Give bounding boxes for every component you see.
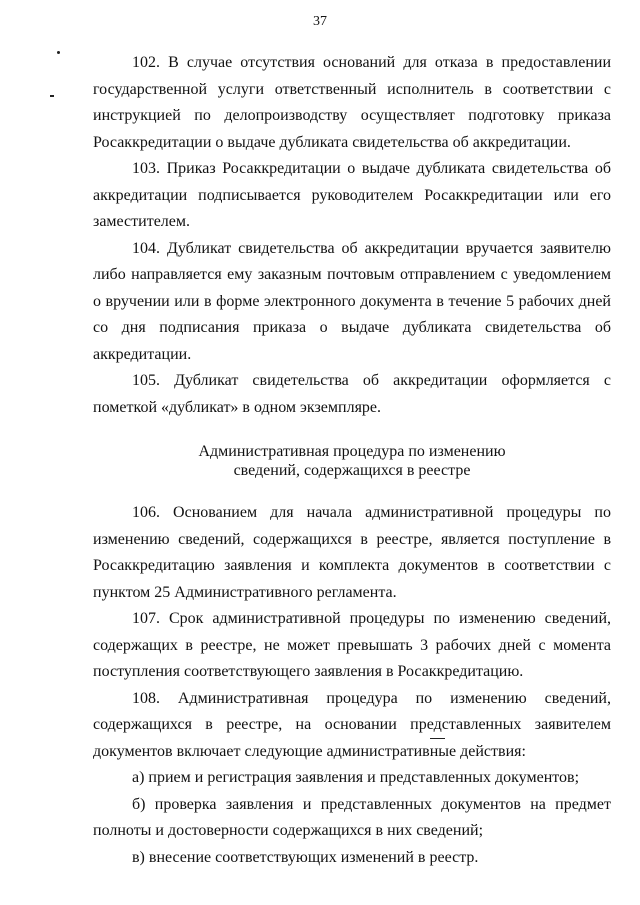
paragraph-103: 103. Приказ Росаккредитации о выдаче дубликата свидетельства об аккредитации подписывается руководителем Росаккредитации или его заместителем. xyxy=(93,160,611,230)
document-body xyxy=(93,50,611,871)
section-heading-line2: сведений, содержащихся в реестре xyxy=(233,462,471,479)
paragraph-107: 107. Срок административной процедуры по изменению сведений, содержащих в реестре, не может превышать 3 рабочих дней с момента поступления соответствующего заявления в Росаккредитацию. xyxy=(93,610,611,680)
section-heading xyxy=(93,442,611,480)
paragraph-105: 105. Дубликат свидетельства об аккредитации оформляется с пометкой «дубликат» в одном экземпляре. xyxy=(93,372,611,416)
section-heading-line1: Административная процедура по изменению xyxy=(198,443,506,460)
scan-speck xyxy=(57,51,60,54)
paragraph-104: 104. Дубликат свидетельства об аккредитации вручается заявителю либо направляется ему заказным почтовым отправлением с уведомлением о вручении или в форме электронного документа в течение 5 рабочих дней со дня подписания приказа о выдаче дубликата свидетельства об аккредитации. xyxy=(93,239,611,363)
paragraph-102: 102. В случае отсутствия оснований для отказа в предоставлении государственной услуги ответственный исполнитель в соответствии с инструкцией по делопроизводству осуществляет подготовку приказа Росаккредитации о выдаче дубликата свидетельства об аккредитации. xyxy=(93,54,611,151)
page-number: 37 xyxy=(313,14,327,29)
scan-speck xyxy=(50,95,54,97)
paragraph-106: 106. Основанием для начала административной процедуры по изменению сведений, содержащихся в реестре, является поступление в Росаккредитацию заявления и комплекта документов в соответствии с пунктом 25 Административного регламента. xyxy=(93,504,611,601)
list-item-b: б) проверка заявления и представленных документов на предмет полноты и достоверности содержащихся в них сведений; xyxy=(93,795,611,839)
list-item-a: а) прием и регистрация заявления и представленных документов; xyxy=(132,769,580,786)
paragraph-108: 108. Административная процедура по изменению сведений, содержащихся в реестре, на основании представленных заявителем документов включает следующие административные действия: xyxy=(93,689,611,760)
list-item-c: в) внесение соответствующих изменений в реестр. xyxy=(132,848,479,866)
